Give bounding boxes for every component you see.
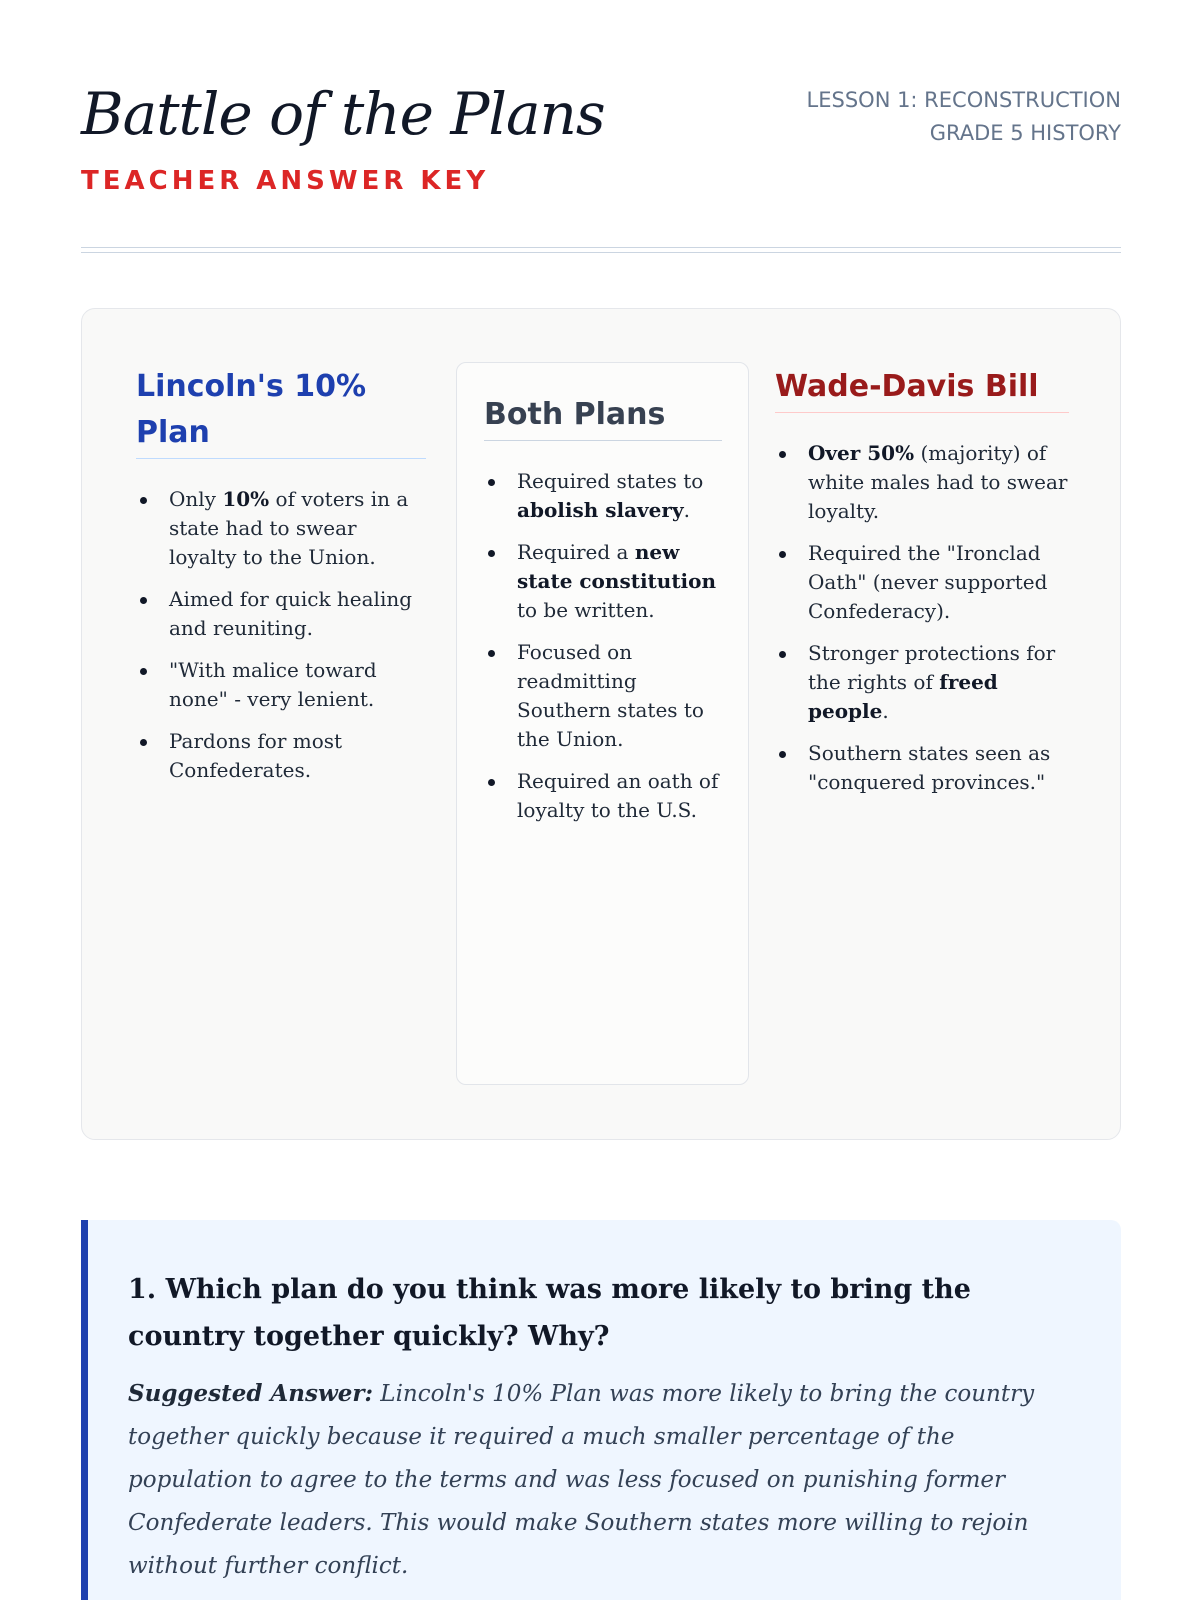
lincoln-plan-column — [136, 364, 426, 798]
question-text: 1. Which plan do you think was more likely to bring the country together quickly? Why? — [128, 1274, 971, 1352]
list-item: "With malice toward none" - very lenient. — [136, 656, 426, 714]
list-item: Over 50% (majority) of white males had to swear loyalty. — [775, 439, 1069, 526]
suggested-answer — [128, 1372, 1077, 1588]
page-header — [81, 80, 1121, 200]
list-item: Only 10% of voters in a state had to swear loyalty to the Union. — [136, 485, 426, 572]
page-title: Battle of the Plans — [81, 80, 605, 148]
lesson-label: LESSON 1: RECONSTRUCTION — [806, 88, 1121, 112]
list-item: Southern states seen as "conquered provinces." — [775, 739, 1069, 797]
answer-label: Suggested Answer: — [128, 1380, 373, 1407]
list-item: Stronger protections for the rights of freed people. — [775, 639, 1069, 726]
answer-key-subtitle: TEACHER ANSWER KEY — [81, 166, 490, 196]
list-item: Aimed for quick healing and reuniting. — [136, 585, 426, 643]
list-item: Pardons for most Confederates. — [136, 727, 426, 785]
lincoln-plan-list — [136, 485, 426, 785]
wade-davis-column — [775, 364, 1069, 810]
grade-label: GRADE 5 HISTORY — [929, 121, 1121, 145]
answer-text: Lincoln's 10% Plan was more likely to bring the country together quickly because it required a much smaller percentage of the population to agree to the terms and was less focused on punishing former Confederate leaders. This would make Southern states more willing to rejoin without further conflict. — [128, 1381, 1035, 1579]
lincoln-plan-heading: Lincoln's 10% Plan — [136, 364, 426, 459]
question-box — [81, 1220, 1121, 1600]
list-item: Required the "Ironclad Oath" (never supported Confederacy). — [775, 539, 1069, 626]
lesson-info — [807, 84, 1121, 150]
both-plans-column — [484, 392, 722, 838]
list-item: Required an oath of loyalty to the U.S. — [484, 767, 722, 825]
wade-davis-list — [775, 439, 1069, 797]
list-item: Required states to abolish slavery. — [484, 467, 722, 525]
both-plans-list — [484, 467, 722, 825]
header-divider — [81, 247, 1121, 253]
both-plans-heading: Both Plans — [484, 392, 722, 441]
list-item: Focused on readmitting Southern states to the Union. — [484, 638, 722, 754]
comparison-panel — [81, 308, 1121, 1140]
wade-davis-heading: Wade-Davis Bill — [775, 364, 1069, 413]
list-item: Required a new state constitution to be written. — [484, 538, 722, 625]
